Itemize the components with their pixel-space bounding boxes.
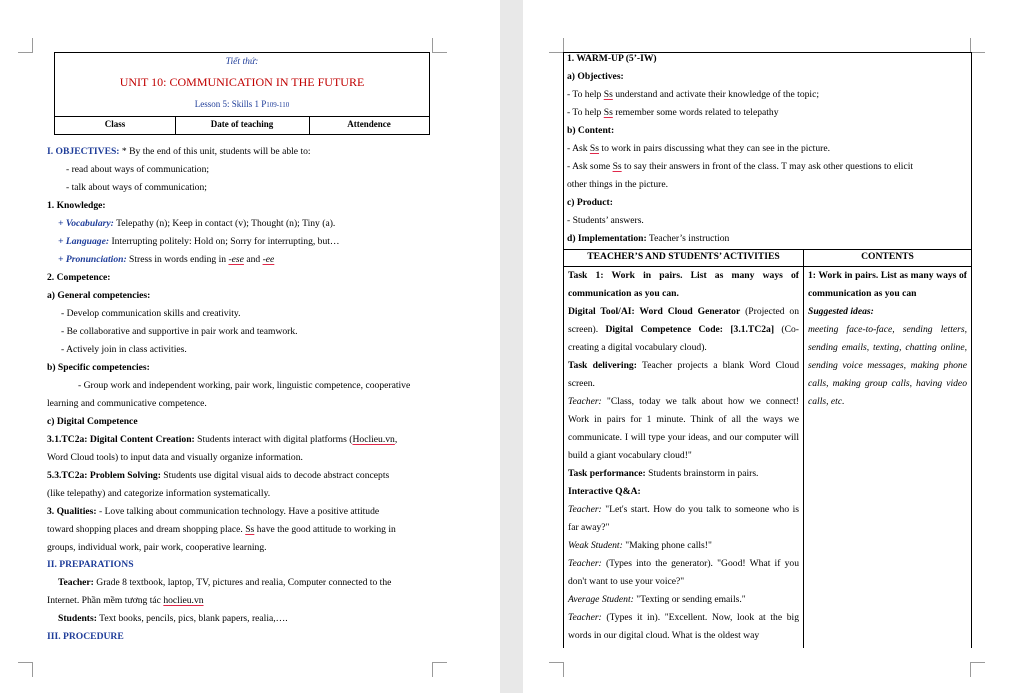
crop-mark (970, 38, 985, 53)
content-creation-line: Word Cloud tools) to input data and visually organize information. (47, 452, 303, 463)
teacher-quote: Teacher: "Class, today we talk about how we connect! Work in pairs for 1 minute. Think of all the ways we communicate. I will type your ideas, and our computer will build a giant vocabulary cloud!" (568, 396, 799, 461)
students-prep-line: Students: Text books, pencils, pics, blank papers, realia,…. (58, 613, 288, 624)
warmup-heading: 1. WARM-UP (5’-IW) (567, 53, 657, 64)
student-quote: Weak Student: "Making phone calls!" (568, 540, 712, 551)
lesson-title: Lesson 5: Skills 1 P109-110 (194, 99, 290, 109)
problem-solving-line: 5.3.TC2a: Problem Solving: Students use digital visual aids to decode abstract concepts (47, 470, 390, 481)
content-line: - Ask Ss to work in pairs discussing what they can see in the picture. (567, 143, 830, 154)
qualities-line: groups, individual work, pair work, cooperative learning. (47, 542, 267, 553)
document-page-left (0, 0, 500, 693)
date-label: Tiết thứ: (225, 56, 259, 67)
suggested-ideas: meeting face-to-face, sending letters, sending emails, texting, chatting online, sending voice messages, making phone calls, making group calls, having video calls, etc. (808, 324, 967, 407)
objective-item: - read about ways of communication; (66, 164, 210, 175)
general-item: - Actively join in class activities. (61, 344, 187, 355)
product-line: - Students’ answers. (567, 215, 644, 226)
tool-text: Digital Tool/AI: Word Cloud Generator (Projected on screen). Digital Competence Code: [3.1.TC2a] (Co-creating a digital vocabulary cloud). (568, 306, 799, 353)
crop-mark (549, 38, 564, 53)
contents-cell (808, 267, 967, 411)
specific-competencies-heading: b) Specific competencies: (47, 362, 150, 373)
content-line: other things in the picture. (567, 179, 668, 190)
general-item: - Develop communication skills and creativity. (61, 308, 241, 319)
objective-line: - To help Ss understand and activate their knowledge of the topic; (567, 89, 820, 100)
content-task-text: 1: Work in pairs. List as many ways of communication as you can (808, 270, 967, 299)
delivering-text: Task delivering: Teacher projects a blank Word Cloud screen. (568, 360, 799, 389)
preparations-heading: II. PREPARATIONS (47, 559, 134, 570)
pronunciation-line: + Pronunciation: Stress in words ending in -ese and -ee (58, 254, 275, 265)
crop-mark (432, 662, 447, 677)
qualities-line: 3. Qualities: - Love talking about communication technology. Have a positive attitude (47, 506, 380, 517)
general-item: - Be collaborative and supportive in pair work and teamwork. (61, 326, 298, 337)
crop-mark (549, 662, 564, 677)
teacher-quote: Teacher: (Types it in). "Excellent. Now, look at the big words in our digital cloud. What is the oldest way (568, 612, 799, 641)
activities-cell (568, 267, 799, 645)
crop-mark (18, 38, 33, 53)
digital-competence-heading: c) Digital Competence (47, 416, 138, 427)
problem-solving-line: (like telepathy) and categorize information systematically. (47, 488, 271, 499)
content-heading: b) Content: (567, 125, 615, 136)
knowledge-heading: 1. Knowledge: (47, 200, 106, 211)
page-gap (500, 0, 523, 693)
specific-line: - Group work and independent working, pair work, linguistic competence, cooperative (78, 380, 411, 391)
vocabulary-line: + Vocabulary: Telepathy (n); Keep in contact (v); Thought (n); Tiny (a). (58, 218, 336, 229)
col-attendence: Attendence (347, 119, 391, 129)
qa-heading: Interactive Q&A: (568, 486, 641, 497)
implementation-line: d) Implementation: Teacher’s instruction (567, 233, 730, 244)
suggested-heading: Suggested ideas: (808, 306, 874, 317)
product-heading: c) Product: (567, 197, 613, 208)
col-class: Class (104, 119, 126, 129)
qualities-line: toward shopping places and dream shopping place. Ss have the good attitude to working in (47, 524, 396, 535)
objectives-line: I. OBJECTIVES: * By the end of this unit, students will be able to: (47, 146, 311, 157)
crop-mark (970, 662, 985, 677)
procedure-heading: III. PROCEDURE (47, 631, 124, 642)
teacher-quote: Teacher: (Types into the generator). "Good! What if you don't want to use your voice?" (568, 558, 799, 587)
col-activities-header: TEACHER’S AND STUDENTS’ ACTIVITIES (587, 251, 780, 262)
teacher-quote: Teacher: "Let's start. How do you talk to someone who is far away?" (568, 504, 799, 533)
unit-title: UNIT 10: COMMUNICATION IN THE FUTURE (119, 75, 365, 89)
document-page-right (523, 0, 1018, 693)
content-line: - Ask some Ss to say their answers in front of the class. T may ask other questions to elicit (567, 161, 914, 172)
language-line: + Language: Interrupting politely: Hold on; Sorry for interrupting, but… (58, 236, 340, 247)
crop-mark (18, 662, 33, 677)
hoclieu-link: hoclieu.vn (163, 595, 204, 606)
teacher-prep-line: Internet. Phần mềm tương tác hoclieu.vn (47, 595, 204, 606)
col-date: Date of teaching (210, 119, 274, 129)
hoclieu-link: Hoclieu.vn (352, 434, 395, 445)
objective-line: - To help Ss remember some words related to telepathy (567, 107, 779, 118)
performance-text: Task performance: Students brainstorm in pairs. (568, 468, 759, 479)
objective-item: - talk about ways of communication; (66, 182, 207, 193)
general-competencies-heading: a) General competencies: (47, 290, 151, 301)
competence-heading: 2. Competence: (47, 272, 111, 283)
col-contents-header: CONTENTS (861, 251, 914, 262)
task1-text: Task 1: Work in pairs. List as many ways of communication as you can. (568, 270, 799, 299)
objectives-heading: a) Objectives: (567, 71, 624, 82)
student-quote: Average Student: "Texting or sending emails." (568, 594, 746, 605)
specific-line: learning and communicative competence. (47, 398, 207, 409)
teacher-prep-line: Teacher: Grade 8 textbook, laptop, TV, pictures and realia, Computer connected to the (58, 577, 392, 588)
content-creation-line: 3.1.TC2a: Digital Content Creation: Students interact with digital platforms (Hoclieu.vn, (47, 434, 398, 445)
lesson-header-table (54, 52, 430, 135)
crop-mark (432, 38, 447, 53)
